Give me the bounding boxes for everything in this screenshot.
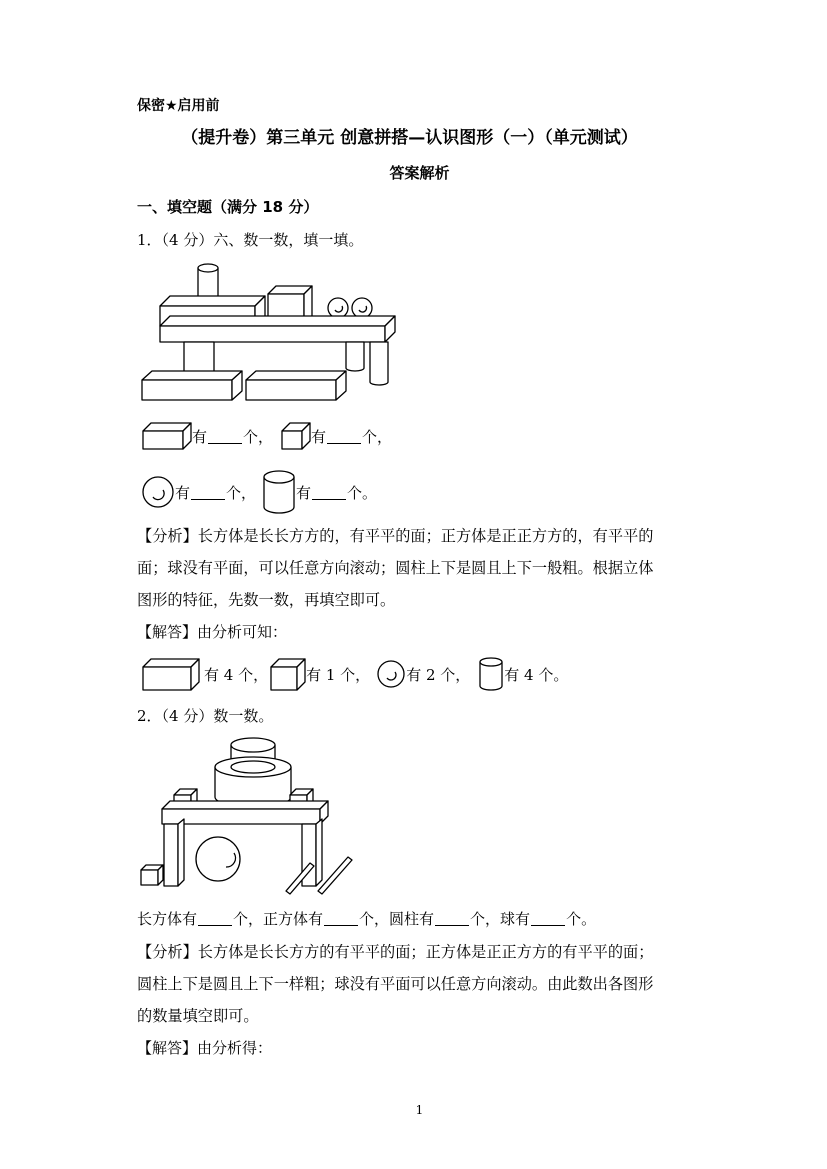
question-1-prompt: 1．（4 分）六、数一数，填一填。 [137,231,364,249]
question-1-fill-row-2 [141,470,377,514]
sphere-count-unit: 个， [226,483,257,502]
question-1-fill-row-1 [142,422,392,450]
question-1-figure [130,258,410,408]
question-2-analysis-line-1: 【分析】长方体是长长方方的有平平的面；正方体是正正方方的有平平的面； [137,943,654,961]
page-number: 1 [415,1103,424,1117]
cylinder-count-label: 有 [296,483,312,502]
sphere-icon [141,475,175,509]
question-1-analysis-line-2: 面；球没有平面，可以任意方向滚动；圆柱上下是圆且上下一般粗。根据立体 [137,559,654,577]
cuboid-icon [142,422,192,450]
cube-count-label: 有 [311,427,327,446]
cylinder-icon [262,470,296,514]
question-1-analysis-line-3: 图形的特征，先数一数，再填空即可。 [137,591,396,609]
q2-sphere-blank[interactable] [531,911,565,926]
section-heading: 一、填空题（满分 18 分） [137,198,319,216]
question-2-analysis-line-2: 圆柱上下是圆且上下一样粗；球没有平面可以任意方向滚动。由此数出各图形 [137,975,654,993]
cube-icon [270,657,306,691]
question-1-answer-label: 【解答】由分析可知： [137,623,288,641]
q2-fill-part-4: 个，球有 [470,910,531,928]
cuboid-icon [142,657,200,691]
sphere-count-blank[interactable] [191,485,225,500]
cube-count-unit: 个， [362,427,393,446]
question-1-answer-row [142,656,568,692]
confidential-label: 保密★启用前 [137,98,220,114]
q2-fill-part-2: 个，正方体有 [233,910,324,928]
cube-count-blank[interactable] [327,429,361,444]
cylinder-count-unit: 个。 [347,483,378,502]
question-2-figure [138,735,363,895]
document-subtitle: 答案解析 [389,164,450,182]
question-2-answer-label: 【解答】由分析得： [137,1039,273,1057]
sphere-icon [376,659,406,689]
question-2-prompt: 2．（4 分）数一数。 [137,707,274,725]
q2-fill-part-5: 个。 [566,910,597,928]
answer-cylinder: 有 4 个。 [504,665,569,684]
question-2-fill-line [137,908,596,929]
cylinder-count-blank[interactable] [312,485,346,500]
cuboid-count-blank[interactable] [208,429,242,444]
answer-cuboid: 有 4 个， [204,665,269,684]
q2-cuboid-blank[interactable] [198,911,232,926]
cuboid-count-unit: 个， [243,427,274,446]
question-1-analysis-line-1: 【分析】长方体是长长方方的，有平平的面；正方体是正正方方的，有平平的 [137,527,654,545]
q2-cylinder-blank[interactable] [435,911,469,926]
question-2-analysis-line-3: 的数量填空即可。 [137,1007,259,1025]
q2-fill-part-3: 个，圆柱有 [359,910,435,928]
document-title: （提升卷）第三单元 创意拼搭—认识图形（一）（单元测试） [181,128,638,148]
q2-fill-part-1: 长方体有 [137,910,198,928]
answer-sphere: 有 2 个， [406,665,471,684]
cube-icon [281,422,311,450]
q2-cube-blank[interactable] [324,911,358,926]
sphere-count-label: 有 [175,483,191,502]
answer-cube: 有 1 个， [306,665,371,684]
cuboid-count-label: 有 [192,427,208,446]
cylinder-icon [478,656,504,692]
